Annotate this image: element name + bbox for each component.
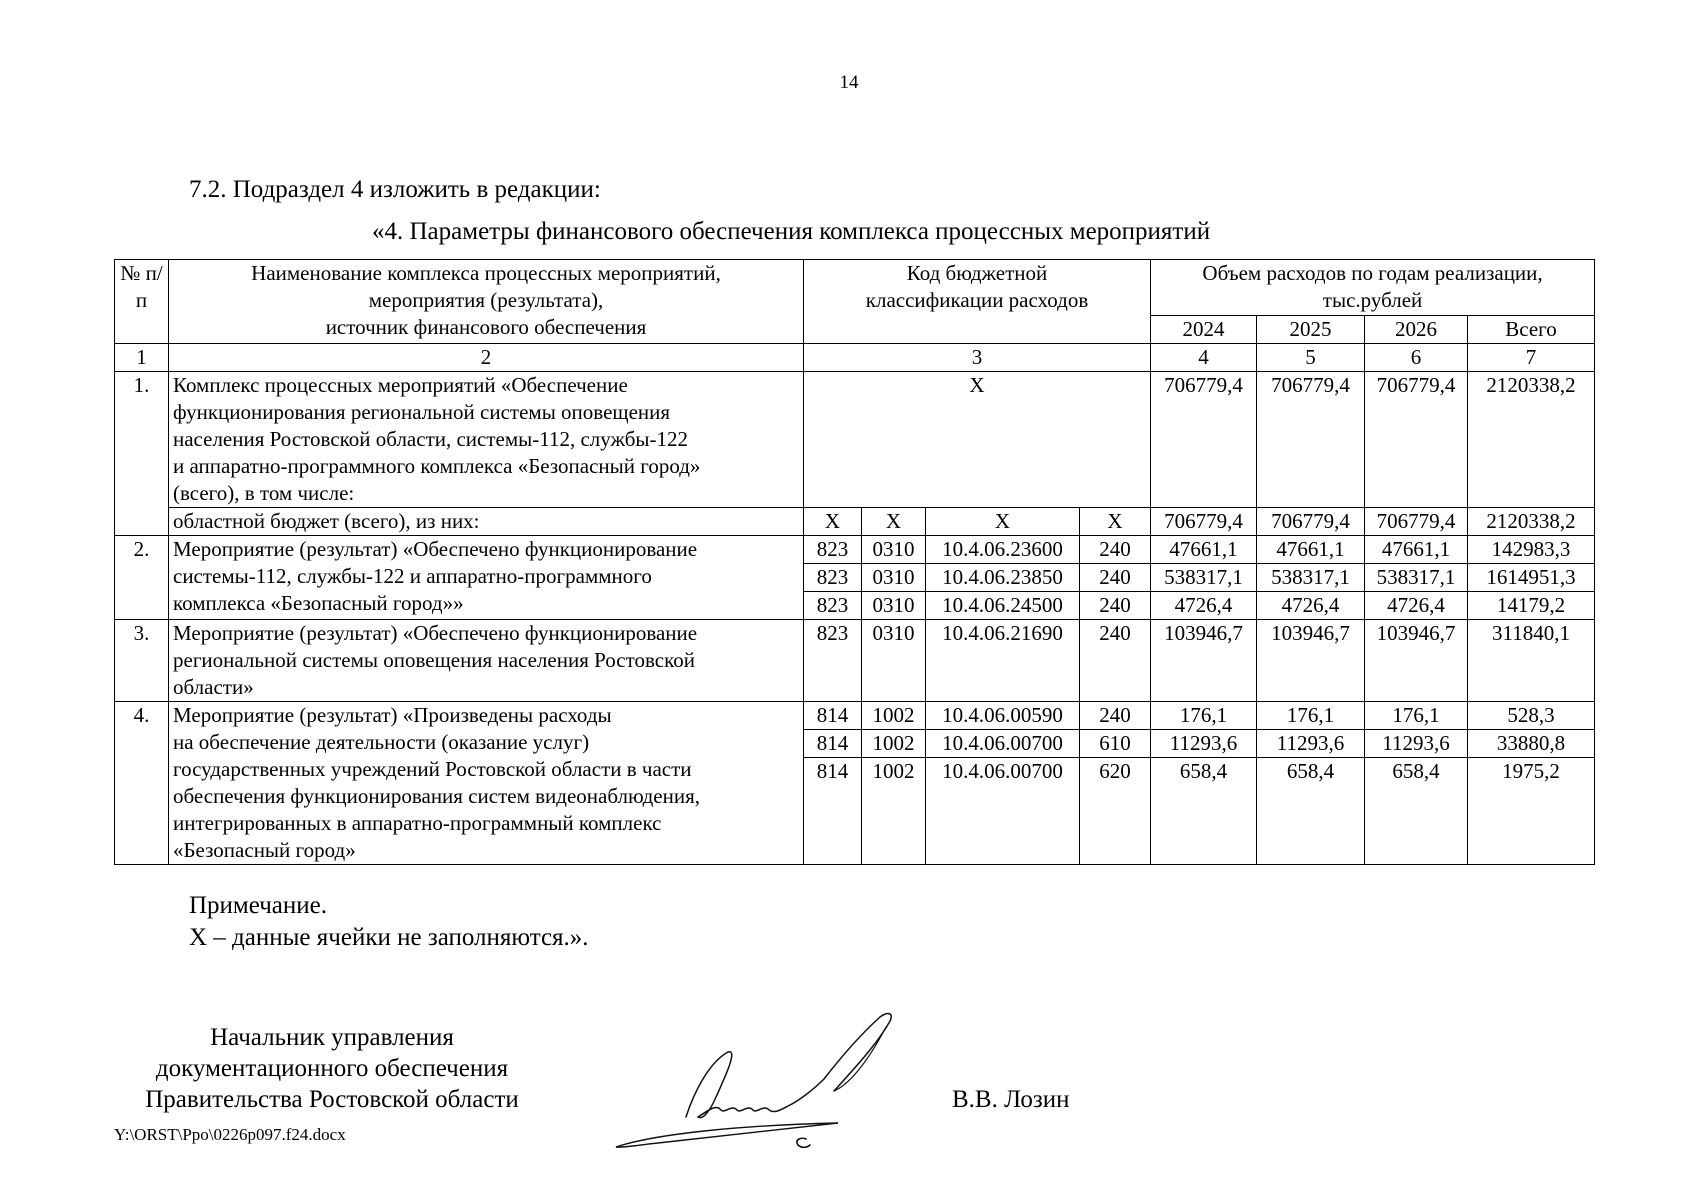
table-row [115, 620, 1595, 702]
value-2025: 11293,6 [1257, 730, 1365, 758]
signer-position-line: Начальник управления [210, 1024, 454, 1051]
value-2025: 176,1 [1257, 702, 1365, 730]
row-number: 1. [115, 372, 169, 536]
table-title: «4. Параметры финансового обеспечения комплекса процессных мероприятий [372, 218, 1211, 245]
code-target: 10.4.06.00700 [926, 730, 1080, 758]
row-name-line: системы-112, службы-122 и аппаратно-программного [173, 564, 652, 588]
value-total: 14179,2 [1468, 592, 1595, 620]
row-name-line: Мероприятие (результат) «Обеспечено функционирование [173, 537, 698, 561]
signer-position-line: документационного обеспечения [155, 1055, 509, 1082]
row-name-line: области» [173, 675, 254, 699]
header-row [115, 260, 1595, 288]
value-2024: 176,1 [1151, 702, 1257, 730]
value-total: 2120338,2 [1468, 508, 1595, 536]
value-2026: 706779,4 [1365, 372, 1468, 508]
signer-name: В.В. Лозин [952, 1086, 1070, 1113]
code-admin: Х [804, 508, 862, 536]
code-expense: 240 [1080, 592, 1151, 620]
column-numbers-row [115, 344, 1595, 372]
row-name-line: «Безопасный город» [173, 838, 356, 862]
row-name [169, 372, 804, 508]
code-expense: Х [1080, 508, 1151, 536]
code-x: Х [804, 372, 1151, 508]
code-section: 0310 [862, 564, 926, 592]
header-name-line: мероприятия (результата), [368, 288, 604, 312]
value-2024: 706779,4 [1151, 372, 1257, 508]
value-2026: 47661,1 [1365, 536, 1468, 564]
value-total: 142983,3 [1468, 536, 1595, 564]
code-expense: 240 [1080, 536, 1151, 564]
value-2026: 176,1 [1365, 702, 1468, 730]
header-code-line: Код бюджетной [906, 261, 1048, 285]
table-row [115, 508, 1595, 536]
code-section: Х [862, 508, 926, 536]
header-year: 2025 [1257, 316, 1365, 344]
code-target: 10.4.06.23850 [926, 564, 1080, 592]
value-total: 1975,2 [1468, 758, 1595, 865]
note-text: Х – данные ячейки не заполняются.». [189, 924, 589, 951]
value-2025: 706779,4 [1257, 372, 1365, 508]
code-expense: 240 [1080, 564, 1151, 592]
section-heading: 7.2. Подраздел 4 изложить в редакции: [189, 176, 601, 203]
value-2025: 538317,1 [1257, 564, 1365, 592]
header-code-line: классификации расходов [865, 288, 1089, 312]
row-name-line: комплекса «Безопасный город»» [173, 591, 464, 615]
col-number: 6 [1365, 344, 1468, 372]
row-name-line: и аппаратно-программного комплекса «Безопасный город» [173, 454, 701, 478]
signer-position [117, 1022, 547, 1115]
header-year: 2026 [1365, 316, 1468, 344]
header-year: 2024 [1151, 316, 1257, 344]
code-admin: 823 [804, 592, 862, 620]
code-section: 0310 [862, 592, 926, 620]
col-number: 4 [1151, 344, 1257, 372]
value-2026: 658,4 [1365, 758, 1468, 865]
code-target: 10.4.06.24500 [926, 592, 1080, 620]
value-2024: 706779,4 [1151, 508, 1257, 536]
value-total: 311840,1 [1468, 620, 1595, 702]
value-total: 1614951,3 [1468, 564, 1595, 592]
header-volume-line: тыс.рублей [1322, 288, 1423, 312]
code-target: 10.4.06.21690 [926, 620, 1080, 702]
code-expense: 240 [1080, 620, 1151, 702]
header-name [169, 260, 804, 344]
handwritten-signature [598, 1005, 928, 1160]
value-2025: 706779,4 [1257, 508, 1365, 536]
value-2025: 658,4 [1257, 758, 1365, 865]
code-expense: 620 [1080, 758, 1151, 865]
value-2024: 658,4 [1151, 758, 1257, 865]
value-total: 528,3 [1468, 702, 1595, 730]
col-number: 2 [169, 344, 804, 372]
row-name: областной бюджет (всего), из них: [169, 508, 804, 536]
row-name-line: Комплекс процессных мероприятий «Обеспечение [173, 373, 628, 397]
value-2024: 47661,1 [1151, 536, 1257, 564]
file-path: Y:\ORST\Ppo\0226p097.f24.docx [114, 1125, 346, 1144]
row-name-line: населения Ростовской области, системы-112, службы-122 [173, 427, 689, 451]
header-total: Всего [1468, 316, 1595, 344]
row-name-line: на обеспечение деятельности (оказание услуг) [173, 730, 590, 754]
value-2024: 538317,1 [1151, 564, 1257, 592]
value-2026: 706779,4 [1365, 508, 1468, 536]
code-admin: 814 [804, 702, 862, 730]
row-number: 3. [115, 620, 169, 702]
value-2026: 11293,6 [1365, 730, 1468, 758]
value-2025: 103946,7 [1257, 620, 1365, 702]
code-admin: 814 [804, 758, 862, 865]
value-2024: 103946,7 [1151, 620, 1257, 702]
table-row [115, 372, 1595, 508]
row-name-line: функционирования региональной системы оповещения [173, 400, 671, 424]
row-name-line: (всего), в том числе: [173, 481, 355, 505]
value-2025: 4726,4 [1257, 592, 1365, 620]
row-name-line: государственных учреждений Ростовской области в части [173, 757, 692, 781]
value-2026: 4726,4 [1365, 592, 1468, 620]
code-admin: 823 [804, 536, 862, 564]
code-target: 10.4.06.00590 [926, 702, 1080, 730]
row-name-line: интегрированных в аппаратно-программный комплекс [173, 811, 662, 835]
signer-position-line: Правительства Ростовской области [145, 1086, 519, 1113]
row-name-line: Мероприятие (результат) «Произведены расходы [173, 703, 612, 727]
code-target: 10.4.06.00700 [926, 758, 1080, 865]
col-number: 3 [804, 344, 1151, 372]
value-2025: 47661,1 [1257, 536, 1365, 564]
code-section: 1002 [862, 758, 926, 865]
row-number: 2. [115, 536, 169, 620]
code-expense: 240 [1080, 702, 1151, 730]
code-section: 1002 [862, 730, 926, 758]
header-volume-line: Объем расходов по годам реализации, [1202, 261, 1543, 285]
code-target: 10.4.06.23600 [926, 536, 1080, 564]
table-row [115, 536, 1595, 564]
table-row [115, 702, 1595, 730]
header-code [804, 260, 1151, 344]
value-2026: 538317,1 [1365, 564, 1468, 592]
header-num: № п/п [115, 260, 169, 344]
financing-table [114, 259, 1595, 865]
code-section: 0310 [862, 620, 926, 702]
row-name [169, 620, 804, 702]
row-name-line: региональной системы оповещения населения Ростовской [173, 648, 695, 672]
value-2024: 11293,6 [1151, 730, 1257, 758]
row-number: 4. [115, 702, 169, 865]
row-name [169, 702, 804, 865]
code-admin: 814 [804, 730, 862, 758]
code-admin: 823 [804, 620, 862, 702]
note-title: Примечание. [189, 892, 328, 919]
value-2024: 4726,4 [1151, 592, 1257, 620]
row-name-line: Мероприятие (результат) «Обеспечено функционирование [173, 621, 698, 645]
header-name-line: источник финансового обеспечения [325, 315, 647, 339]
code-section: 1002 [862, 702, 926, 730]
col-number: 7 [1468, 344, 1595, 372]
value-total: 33880,8 [1468, 730, 1595, 758]
row-name-line: обеспечения функционирования систем видеонаблюдения, [173, 784, 700, 808]
code-target: Х [926, 508, 1080, 536]
code-expense: 610 [1080, 730, 1151, 758]
code-admin: 823 [804, 564, 862, 592]
row-name [169, 536, 804, 620]
col-number: 5 [1257, 344, 1365, 372]
header-name-line: Наименование комплекса процессных мероприятий, [251, 261, 721, 285]
value-total: 2120338,2 [1468, 372, 1595, 508]
note [189, 890, 589, 954]
code-section: 0310 [862, 536, 926, 564]
value-2026: 103946,7 [1365, 620, 1468, 702]
page-number: 14 [839, 72, 859, 93]
col-number: 1 [115, 344, 169, 372]
header-volume [1151, 260, 1595, 316]
